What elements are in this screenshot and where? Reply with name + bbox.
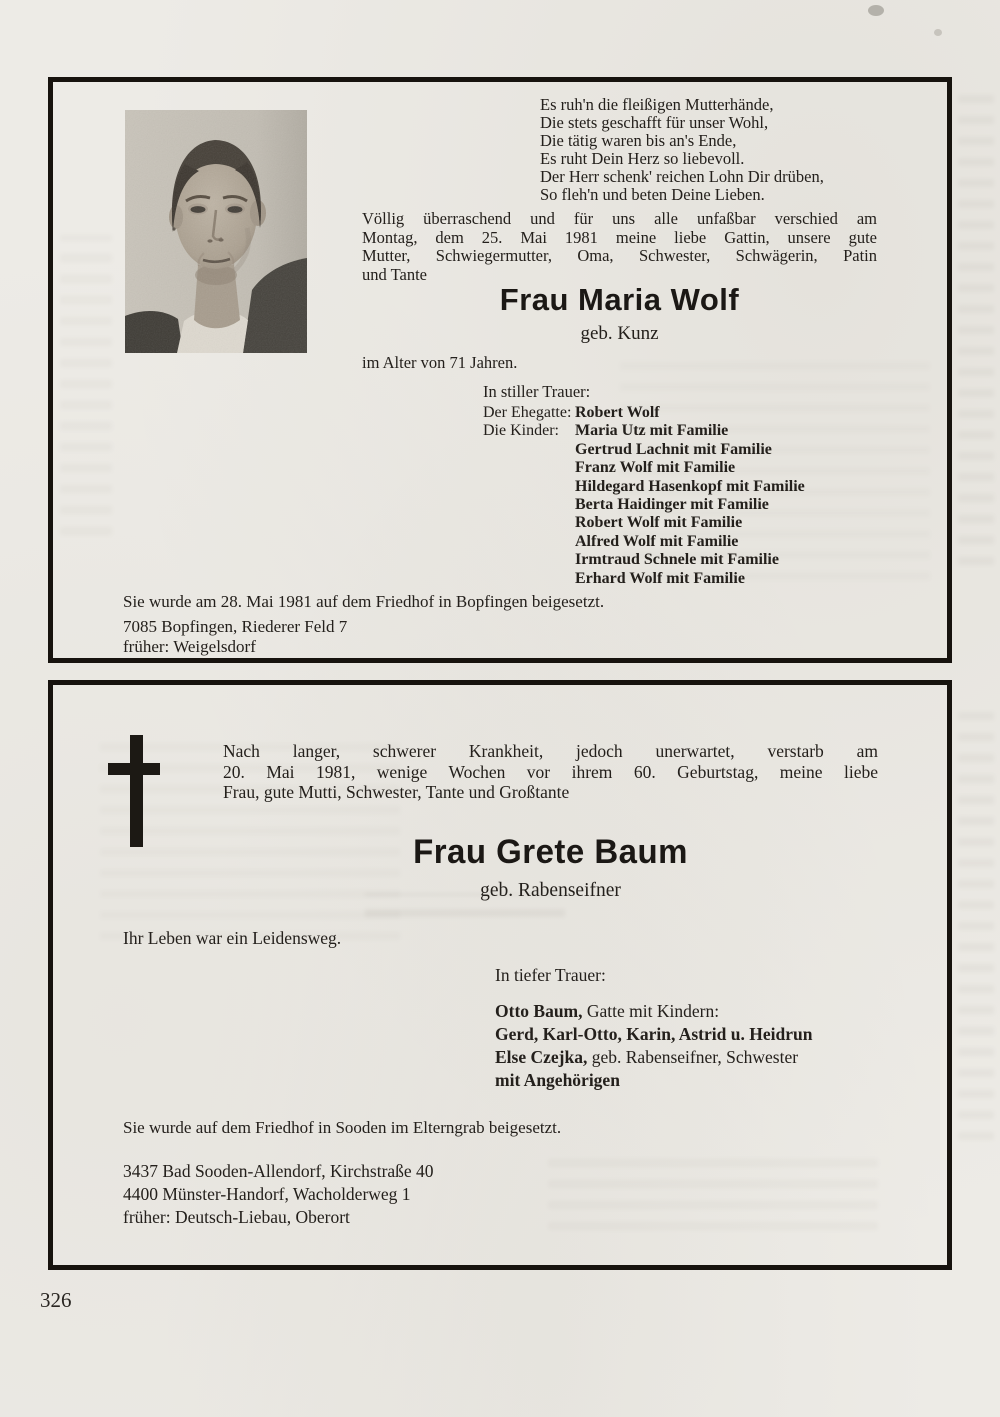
deceased-name: Frau Maria Wolf (499, 282, 740, 317)
mourner-label: Die Kinder: (483, 422, 559, 440)
mourner-label: Der Ehegatte: (483, 404, 572, 421)
mourner-name: Robert Wolf (575, 404, 660, 421)
mourner-row (483, 441, 805, 459)
mourner-row (483, 570, 805, 588)
scan-speck (868, 5, 884, 16)
mourner-row (483, 533, 805, 551)
scan-speck (934, 29, 942, 36)
mourner-name: Gerd, Karl-Otto, Karin, Astrid u. Heidrun (495, 1024, 813, 1044)
address-line: 4400 Münster-Handorf, Wacholderweg 1 (123, 1184, 411, 1204)
announcement-line: Nach langer, schwerer Krankheit, jedoch unerwartet, verstarb am (223, 741, 878, 761)
poem-line: Der Herr schenk' reichen Lohn Dir drüben, (540, 166, 824, 186)
age-line: im Alter von 71 Jahren. (362, 353, 518, 372)
address-line: 3437 Bad Sooden-Allendorf, Kirchstraße 40 (123, 1161, 434, 1181)
announcement-text (362, 210, 877, 284)
mourner-detail: Gatte mit Kindern: (582, 1001, 720, 1021)
cross-icon (108, 763, 160, 775)
mourner-name: Alfred Wolf mit Familie (575, 532, 739, 550)
poem-line: Die stets geschafft für unser Wohl, (540, 112, 769, 132)
mourner-row (495, 1000, 812, 1023)
maiden-name: geb. Rabenseifner (480, 880, 621, 901)
mourner-row (483, 514, 805, 532)
mourner-name: Franz Wolf mit Familie (575, 459, 736, 477)
obituary-card-wolf (48, 77, 952, 663)
mourner-name: Maria Utz mit Familie (575, 422, 729, 440)
page-number: 326 (40, 1288, 72, 1312)
poem-line: Es ruht Dein Herz so liebevoll. (540, 148, 745, 168)
mourner-row (483, 459, 805, 477)
mourner-detail: geb. Rabenseifner, Schwester (587, 1047, 799, 1067)
mourner-row (483, 404, 805, 422)
announcement-line: und Tante (362, 264, 427, 284)
mourner-name: Else Czejka, (495, 1047, 588, 1067)
mourner-name: Gertrud Lachnit mit Familie (575, 440, 772, 458)
cross-icon (130, 735, 143, 847)
portrait-photo (125, 110, 307, 353)
mourner-row (483, 422, 805, 440)
mourner-name: Irmtraud Schnele mit Familie (575, 551, 779, 569)
mourner-row (495, 1046, 812, 1069)
mourning-header: In stiller Trauer: (483, 382, 591, 401)
portrait-photo-image (125, 110, 307, 353)
mourner-name: Erhard Wolf mit Familie (575, 569, 745, 587)
deceased-name: Frau Grete Baum (413, 833, 688, 871)
bleed-through-smudge (958, 700, 994, 1140)
mourner-name: mit Angehörigen (495, 1070, 620, 1090)
mourner-row (483, 478, 805, 496)
mourner-row (483, 551, 805, 569)
maiden-name: geb. Kunz (580, 323, 659, 344)
mourner-row (495, 1023, 812, 1046)
life-line: Ihr Leben war ein Leidensweg. (123, 928, 342, 948)
mourner-name: Hildegard Hasenkopf mit Familie (575, 477, 805, 495)
announcement-line: 20. Mai 1981, wenige Wochen vor ihrem 60. Geburtstag, meine liebe (223, 761, 878, 782)
mourner-name: Otto Baum, (495, 1001, 583, 1021)
address-block (123, 1160, 434, 1229)
announcement-line: Völlig überraschend und für uns alle unfaßbar verschied am (362, 209, 877, 228)
poem-line: Die tätig waren bis an's Ende, (540, 130, 737, 150)
burial-line: Sie wurde auf dem Friedhof in Sooden im Elterngrab beigesetzt. (123, 1118, 562, 1137)
mourner-row (495, 1069, 812, 1092)
mourners-list (483, 404, 805, 588)
poem-line: Es ruh'n die fleißigen Mutterhände, (540, 95, 774, 114)
poem-line: So fleh'n und beten Deine Lieben. (540, 184, 765, 204)
mourner-row (483, 496, 805, 514)
mourner-name: Robert Wolf mit Familie (575, 514, 743, 532)
mourning-header: In tiefer Trauer: (495, 965, 606, 985)
address-block (123, 617, 347, 657)
burial-line: Sie wurde am 28. Mai 1981 auf dem Friedhof in Bopfingen beigesetzt. (123, 592, 605, 611)
bleed-through-smudge (958, 95, 994, 565)
announcement-text (223, 741, 878, 803)
announcement-line: Mutter, Schwiegermutter, Oma, Schwester, Schwägerin, Patin (362, 246, 877, 265)
mourner-name: Berta Haidinger mit Familie (575, 496, 769, 514)
obituary-card-baum (48, 680, 952, 1270)
mourners-list (495, 1000, 812, 1092)
address-line: 7085 Bopfingen, Riederer Feld 7 (123, 617, 348, 636)
announcement-line: Frau, gute Mutti, Schwester, Tante und Großtante (223, 782, 570, 802)
memorial-poem (540, 96, 824, 203)
address-line: früher: Weigelsdorf (123, 637, 256, 656)
announcement-line: Montag, dem 25. Mai 1981 meine liebe Gattin, unsere gute (362, 227, 877, 247)
address-line: früher: Deutsch-Liebau, Oberort (123, 1207, 350, 1227)
